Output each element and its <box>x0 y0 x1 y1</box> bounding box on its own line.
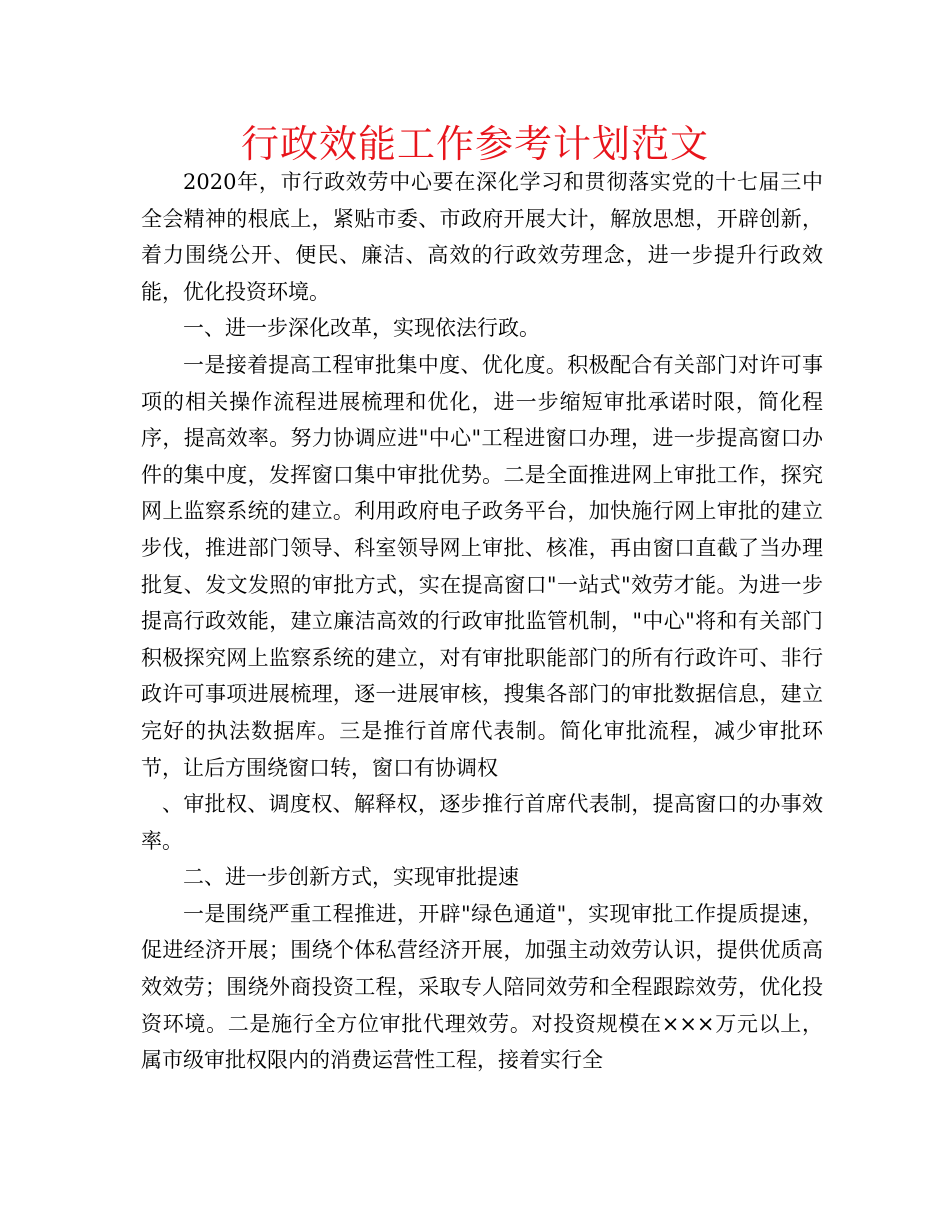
document-title: 行政效能工作参考计划范文 <box>240 122 709 166</box>
paragraph-intro: 2020年，市行政效劳中心要在深化学习和贯彻落实党的十七届三中全会精神的根底上，紧贴市委、市政府开展大计，解放思想，开辟创新，着力围绕公开、便民、廉洁、高效的行政效劳理念，进一步提升行政效能，优化投资环境。 <box>141 170 823 304</box>
paragraph-section-1-continued: 、审批权、调度权、解释权，逐步推行首席代表制，提高窗口的办事效率。 <box>141 792 823 853</box>
heading-section-2: 二、进一步创新方式，实现审批提速 <box>183 865 519 890</box>
document-body <box>141 164 823 1079</box>
paragraph-section-2-detail: 一是围绕严重工程推进，开辟"绿色通道"，实现审批工作提质提速，促进经济开展；围绕个体私营经济开展，加强主动效劳认识，提供优质高效效劳；围绕外商投资工程，采取专人陪同效劳和全程跟踪效劳，优化投资环境。二是施行全方位审批代理效劳。对投资规模在×××万元以上，属市级审批权限内的消费运营性工程，接着实行全 <box>141 901 823 1073</box>
paragraph-section-1-detail: 一是接着提高工程审批集中度、优化度。积极配合有关部门对许可事项的相关操作流程进展梳理和优化，进一步缩短审批承诺时限，简化程序，提高效率。努力协调应进"中心"工程进窗口办理，进一步提高窗口办件的集中度，发挥窗口集中审批优势。二是全面推进网上审批工作，探究网上监察系统的建立。利用政府电子政务平台，加快施行网上审批的建立步伐，推进部门领导、科室领导网上审批、核准，再由窗口直截了当办理批复、发文发照的审批方式，实在提高窗口"一站式"效劳才能。为进一步提高行政效能，建立廉洁高效的行政审批监管机制，"中心"将和有关部门积极探究网上监察系统的建立，对有审批职能部门的所有行政许可、非行政许可事项进展梳理，逐一进展审核，搜集各部门的审批数据信息，建立完好的执法数据库。三是推行首席代表制。简化审批流程，减少审批环节，让后方围绕窗口转，窗口有协调权 <box>141 352 823 780</box>
heading-section-1: 一、进一步深化改革，实现依法行政。 <box>183 316 540 341</box>
